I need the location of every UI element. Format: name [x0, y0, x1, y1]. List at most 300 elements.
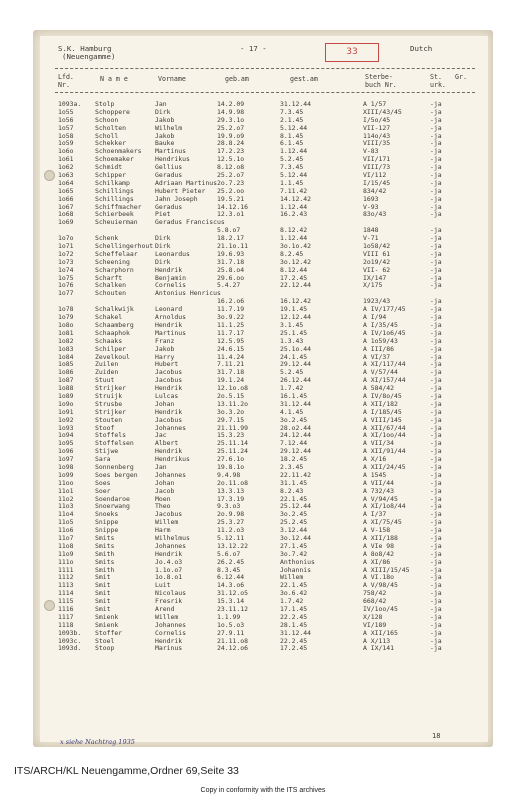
row-sterbebuch: I/5o/45	[363, 115, 391, 124]
row-geb: 19.1.24	[217, 376, 245, 385]
row-standesamt: -ja	[430, 620, 442, 629]
row-number: 1o73	[58, 257, 74, 266]
row-number: 1114	[58, 589, 74, 598]
table-row	[0, 117, 526, 125]
row-gest: 8.12.42	[280, 226, 308, 235]
row-standesamt: -ja	[430, 565, 442, 574]
row-vorname: Nicolaus	[155, 589, 187, 598]
row-name: Smit	[95, 597, 111, 606]
row-number: 11o1	[58, 486, 74, 495]
row-vorname: Johannes	[155, 423, 187, 432]
col-geb: geb.am	[225, 75, 249, 83]
archive-stamp: 33	[325, 43, 379, 62]
row-geb: 15.3.23	[217, 431, 245, 440]
table-row	[0, 196, 526, 204]
row-name: Scheffelaar	[95, 249, 138, 258]
row-number: 1o86	[58, 368, 74, 377]
archive-caption: ITS/ARCH/KL Neuengamme,Ordner 69,Seite 33	[14, 765, 239, 777]
table-row	[0, 298, 526, 306]
row-gest: 31.1.45	[280, 478, 308, 487]
row-vorname: Moen	[155, 494, 171, 503]
row-geb: 27.6.1o	[217, 455, 245, 464]
row-sterbebuch: A XI/157/44	[363, 376, 406, 385]
row-geb: 29.3.1o	[217, 115, 245, 124]
row-name: Strijker	[95, 407, 127, 416]
row-geb: 18.2.17	[217, 234, 245, 243]
row-standesamt: -ja	[430, 320, 442, 329]
row-geb: 2o.11.o8	[217, 478, 249, 487]
header-right: Dutch	[410, 44, 433, 53]
table-row	[0, 645, 526, 653]
row-name: Snippe	[95, 518, 119, 527]
row-number: 1o92	[58, 415, 74, 424]
col-urk: urk.	[430, 81, 446, 89]
table-row	[0, 251, 526, 259]
table-row	[0, 227, 526, 235]
row-number: 1o67	[58, 202, 74, 211]
row-gest: 3o.2.45	[280, 415, 308, 424]
table-row	[0, 511, 526, 519]
row-name: Smith	[95, 565, 115, 574]
row-geb: 27.9.11	[217, 628, 245, 637]
row-vorname: Jo.4.o3	[155, 557, 183, 566]
row-geb: 2o.5.15	[217, 391, 245, 400]
row-sterbebuch: A X/113	[363, 636, 391, 645]
row-number: 1o82	[58, 336, 74, 345]
row-geb: 11.4.24	[217, 352, 245, 361]
table-row	[0, 559, 526, 567]
row-sterbebuch: A IV/177/45	[363, 305, 406, 314]
row-name: Zevelkoul	[95, 352, 130, 361]
row-geb: 7.11.21	[217, 360, 245, 369]
row-gest: 17.2.45	[280, 273, 308, 282]
row-standesamt: -ja	[430, 455, 442, 464]
row-vorname: Johan	[155, 478, 175, 487]
row-gest: 12.12.44	[280, 313, 312, 322]
row-vorname: Jacobus	[155, 376, 183, 385]
row-gest: 7.12.44	[280, 439, 308, 448]
row-gest: 24.12.44	[280, 431, 312, 440]
row-standesamt: -ja	[430, 612, 442, 621]
table-row	[0, 243, 526, 251]
table-row	[0, 314, 526, 322]
row-standesamt: -ja	[430, 431, 442, 440]
col-gest: gest.am	[290, 75, 318, 83]
table-row	[0, 109, 526, 117]
row-gest: 2.1.45	[280, 115, 304, 124]
row-geb: 19.5.21	[217, 194, 245, 203]
row-sterbebuch: A 8o8/42	[363, 549, 395, 558]
table-row	[0, 322, 526, 330]
row-standesamt: -ja	[430, 178, 442, 187]
table-row	[0, 101, 526, 109]
row-number: 11o5	[58, 518, 74, 527]
row-number: 1o98	[58, 462, 74, 471]
row-geb: 19.8.1o	[217, 462, 245, 471]
row-geb: 5.4.27	[217, 281, 241, 290]
row-sterbebuch: 114o/43	[363, 131, 391, 140]
row-name: Smienk	[95, 620, 119, 629]
row-number: 11o6	[58, 526, 74, 535]
row-name: Sara	[95, 455, 111, 464]
row-number: 11o4	[58, 510, 74, 519]
row-gest: 28.1.45	[280, 620, 308, 629]
table-row	[0, 606, 526, 614]
row-vorname: Cornelis	[155, 281, 187, 290]
row-vorname: Hubert Pieter	[155, 186, 206, 195]
row-sterbebuch: XIII/43/45	[363, 107, 402, 116]
column-rule	[55, 92, 475, 93]
col-vorname: Vorname	[158, 75, 186, 83]
table-row	[0, 204, 526, 212]
row-geb: 23.11.12	[217, 605, 249, 613]
row-gest: 16.12.42	[280, 297, 312, 306]
table-row	[0, 440, 526, 448]
row-number: 111o	[58, 557, 74, 566]
handwritten-footnote: x siehe Nachtrag 1935	[60, 738, 135, 746]
row-number: 1o94	[58, 431, 74, 440]
row-standesamt: -ja	[430, 439, 442, 448]
row-geb: 14.9.98	[217, 107, 245, 116]
row-geb: 11.7.19	[217, 305, 245, 314]
row-name: Stouten	[95, 415, 123, 424]
row-sterbebuch: 1848	[363, 226, 379, 235]
row-vorname: Willem	[155, 518, 179, 527]
row-vorname: Dirk	[155, 234, 171, 243]
row-number: 1o55	[58, 107, 74, 116]
col-gr: Gr.	[455, 73, 467, 81]
row-name: Stoel	[95, 636, 115, 645]
row-sterbebuch: V-83	[363, 147, 379, 156]
row-standesamt: -ja	[430, 155, 442, 164]
row-gest: Johannis	[280, 565, 312, 574]
row-number: 1o75	[58, 273, 74, 282]
row-gest: 17.2.45	[280, 644, 308, 653]
row-gest: 1.3.43	[280, 336, 304, 345]
table-row	[0, 306, 526, 314]
row-vorname: Jahn Joseph	[155, 194, 198, 203]
row-standesamt: -ja	[430, 581, 442, 590]
row-geb: 12.1o.o8	[217, 384, 249, 393]
row-gest: 18.2.45	[280, 455, 308, 464]
col-nr: Lfd.	[58, 73, 74, 81]
row-sterbebuch: 1923/43	[363, 297, 391, 306]
row-gest: 4.1.45	[280, 407, 304, 416]
row-standesamt: -ja	[430, 486, 442, 495]
table-row	[0, 496, 526, 504]
row-standesamt: -ja	[430, 589, 442, 598]
row-number: 1116	[58, 605, 74, 613]
row-gest: 5.2.45	[280, 155, 304, 164]
row-name: Soer	[95, 486, 111, 495]
row-gest: 29.12.44	[280, 447, 312, 456]
row-gest: 5.12.44	[280, 171, 308, 180]
row-number: 1115	[58, 597, 74, 606]
table-row	[0, 235, 526, 243]
row-name: Scharphorn	[95, 265, 134, 274]
row-standesamt: -ja	[430, 210, 442, 219]
row-gest: 22.2.45	[280, 612, 308, 621]
row-name: Schalken	[95, 281, 127, 290]
table-row	[0, 527, 526, 535]
row-geb: 2o.9.98	[217, 510, 245, 519]
row-name: Sonnenberg	[95, 462, 134, 471]
row-standesamt: -ja	[430, 518, 442, 527]
row-sterbebuch: A XI/75/45	[363, 518, 402, 527]
row-vorname: Benjamin	[155, 273, 187, 282]
row-geb: 5.6.o7	[217, 549, 241, 558]
table-row	[0, 543, 526, 551]
table-row	[0, 211, 526, 219]
row-standesamt: -ja	[430, 273, 442, 282]
row-gest: Anthonius	[280, 557, 315, 566]
row-gest: 7.3.45	[280, 163, 304, 172]
row-gest: 16.1.45	[280, 391, 308, 400]
row-standesamt: -ja	[430, 163, 442, 172]
row-number: 1093a.	[58, 100, 82, 108]
row-sterbebuch: A VII/34	[363, 439, 395, 448]
row-name: Schilper	[95, 344, 127, 353]
row-gest: 16.2.43	[280, 210, 308, 219]
row-gest: 6.1.45	[280, 139, 304, 148]
row-gest: 22.1.45	[280, 581, 308, 590]
row-vorname: 1.1o.o7	[155, 565, 183, 574]
row-sterbebuch: A 1/57	[363, 100, 387, 108]
row-standesamt: -ja	[430, 526, 442, 535]
row-gest: 8.12.44	[280, 265, 308, 274]
row-standesamt: -ja	[430, 502, 442, 511]
row-sterbebuch: A 584/42	[363, 384, 395, 393]
row-gest: 29.12.44	[280, 360, 312, 369]
row-standesamt: -ja	[430, 549, 442, 558]
row-standesamt: -ja	[430, 557, 442, 566]
row-standesamt: -ja	[430, 541, 442, 550]
row-standesamt: -ja	[430, 257, 442, 266]
row-vorname: Jan	[155, 100, 167, 108]
row-geb: 12.5.95	[217, 336, 245, 345]
row-sterbebuch: A XII/24/45	[363, 462, 406, 471]
row-vorname: Hendrik	[155, 320, 183, 329]
row-gest: 7.3.45	[280, 107, 304, 116]
row-sterbebuch: A XI/86	[363, 557, 391, 566]
row-sterbebuch: A XI/1o8/44	[363, 502, 406, 511]
row-number: 1093c.	[58, 636, 82, 645]
row-number: 1093d.	[58, 644, 82, 653]
row-gest: 31.12.44	[280, 100, 312, 108]
row-number: 1o56	[58, 115, 74, 124]
row-geb: 25.11.14	[217, 439, 249, 448]
row-number: 1o69	[58, 218, 74, 227]
row-name: Smienk	[95, 612, 119, 621]
row-name: Schillings	[95, 186, 134, 195]
row-number: 1093b.	[58, 628, 82, 637]
table-row	[0, 172, 526, 180]
row-standesamt: -ja	[430, 139, 442, 148]
row-name: Stijwe	[95, 447, 119, 456]
row-standesamt: -ja	[430, 376, 442, 385]
row-standesamt: -ja	[430, 115, 442, 124]
row-name: Stoffer	[95, 628, 123, 637]
row-name: Soes bergen	[95, 470, 138, 479]
table-row	[0, 275, 526, 283]
row-gest: 8.1.45	[280, 131, 304, 140]
row-sterbebuch: A XI/117/44	[363, 360, 406, 369]
row-gest: 1.7.42	[280, 384, 304, 393]
table-row	[0, 377, 526, 385]
row-standesamt: -ja	[430, 597, 442, 606]
row-vorname: Jacobus	[155, 368, 183, 377]
row-geb: 24.12.o6	[217, 644, 249, 653]
row-sterbebuch: 758/42	[363, 589, 387, 598]
table-row	[0, 472, 526, 480]
row-sterbebuch: V-71	[363, 234, 379, 243]
row-gest: 3o.1o.42	[280, 242, 312, 251]
row-number: 1o81	[58, 328, 74, 337]
row-standesamt: -ja	[430, 226, 442, 235]
row-standesamt: -ja	[430, 510, 442, 519]
row-gest: 25.2.45	[280, 518, 308, 527]
row-standesamt: -ja	[430, 447, 442, 456]
row-standesamt: -ja	[430, 644, 442, 653]
row-gest: 3o.12.42	[280, 257, 312, 266]
row-vorname: Hendrik	[155, 384, 183, 393]
table-row	[0, 354, 526, 362]
row-geb: 21.11.99	[217, 423, 249, 432]
table-row	[0, 464, 526, 472]
row-vorname: Hendrik	[155, 407, 183, 416]
row-sterbebuch: 668/42	[363, 597, 387, 606]
row-name: Stoffelsen	[95, 439, 134, 448]
row-gest: 27.1.45	[280, 541, 308, 550]
row-geb: 16.2.o6	[217, 297, 245, 306]
row-sterbebuch: 83o/43	[363, 210, 387, 219]
row-standesamt: -ja	[430, 100, 442, 108]
row-geb: 21.1o.11	[217, 242, 249, 251]
row-name: Strijker	[95, 384, 127, 393]
row-standesamt: -ja	[430, 281, 442, 290]
row-name: Scheuierman	[95, 218, 138, 227]
row-standesamt: -ja	[430, 344, 442, 353]
row-standesamt: -ja	[430, 628, 442, 637]
table-row	[0, 401, 526, 409]
row-vorname: Martinus	[155, 147, 187, 156]
row-geb: 29.7.15	[217, 415, 245, 424]
row-vorname: Jacob	[155, 486, 175, 495]
table-row	[0, 417, 526, 425]
row-gest: 1.12.44	[280, 234, 308, 243]
row-sterbebuch: 2o19/42	[363, 257, 391, 266]
row-geb: 12.5.1o	[217, 155, 245, 164]
row-standesamt: -ja	[430, 297, 442, 306]
row-gest: Willem	[280, 573, 304, 582]
row-number: 1o65	[58, 186, 74, 195]
row-name: Schouten	[95, 289, 127, 298]
row-sterbebuch: A I/185/45	[363, 407, 402, 416]
row-sterbebuch: A IV/8o/45	[363, 391, 402, 400]
row-vorname: Jakob	[155, 344, 175, 353]
row-sterbebuch: V-93	[363, 202, 379, 211]
row-name: Schilkamp	[95, 178, 130, 187]
row-gest: 31.12.44	[280, 399, 312, 408]
row-standesamt: -ja	[430, 360, 442, 369]
row-vorname: Jakob	[155, 131, 175, 140]
row-geb: 5.8.o7	[217, 226, 241, 235]
row-number: 1o79	[58, 313, 74, 322]
row-geb: 17.2.23	[217, 147, 245, 156]
row-standesamt: -ja	[430, 573, 442, 582]
row-name: Schiffmacher	[95, 202, 142, 211]
row-gest: 1.12.44	[280, 202, 308, 211]
row-number: 1o83	[58, 344, 74, 353]
row-sterbebuch: X/175	[363, 281, 383, 290]
row-gest: 5.12.44	[280, 123, 308, 132]
row-sterbebuch: X/128	[363, 612, 383, 621]
row-number: 1o87	[58, 376, 74, 385]
row-vorname: Harry	[155, 352, 175, 361]
row-geb: 25.8.o4	[217, 265, 245, 274]
table-row	[0, 140, 526, 148]
row-number: 1o85	[58, 360, 74, 369]
row-standesamt: -ja	[430, 265, 442, 274]
row-vorname: Martinus	[155, 328, 187, 337]
row-gest: 3o.6.42	[280, 589, 308, 598]
row-vorname: Dirk	[155, 257, 171, 266]
table-row	[0, 409, 526, 417]
row-vorname: Jan	[155, 462, 167, 471]
row-name: Schierbeek	[95, 210, 134, 219]
row-number: 1117	[58, 612, 74, 621]
row-vorname: Jac	[155, 431, 167, 440]
row-number: 1o93	[58, 423, 74, 432]
row-vorname: Antonius Henricus	[155, 289, 221, 298]
row-standesamt: -ja	[430, 336, 442, 345]
row-sterbebuch: 1o58/42	[363, 242, 391, 251]
row-gest: 1.1.45	[280, 178, 304, 187]
row-sterbebuch: A VI/37	[363, 352, 391, 361]
row-vorname: Hendrik	[155, 447, 183, 456]
row-gest: 24.1.45	[280, 352, 308, 361]
row-sterbebuch: VIII 61	[363, 249, 391, 258]
row-vorname: Hendrik	[155, 636, 183, 645]
row-standesamt: -ja	[430, 305, 442, 314]
row-geb: 13.11.2o	[217, 399, 249, 408]
table-row	[0, 164, 526, 172]
row-number: 1o97	[58, 455, 74, 464]
row-standesamt: -ja	[430, 407, 442, 416]
table-row	[0, 535, 526, 543]
col-sterbebuch-sub: buch Nr.	[365, 81, 397, 89]
row-number: 1o71	[58, 242, 74, 251]
row-geb: 9.4.98	[217, 470, 241, 479]
row-vorname: Geradus	[155, 202, 183, 211]
row-gest: 3o.12.44	[280, 533, 312, 542]
row-name: Soendaroe	[95, 494, 130, 503]
row-gest: 7.11.42	[280, 186, 308, 195]
row-geb: 25.2.oo	[217, 186, 245, 195]
row-number: 1o61	[58, 155, 74, 164]
row-standesamt: -ja	[430, 478, 442, 487]
row-vorname: Jacobus	[155, 415, 183, 424]
row-standesamt: -ja	[430, 494, 442, 503]
row-standesamt: -ja	[430, 171, 442, 180]
row-standesamt: -ja	[430, 533, 442, 542]
row-name: Snoeks	[95, 510, 119, 519]
row-standesamt: -ja	[430, 131, 442, 140]
row-sterbebuch: VIII/35	[363, 139, 391, 148]
row-name: Smits	[95, 533, 115, 542]
row-gest: 26.12.44	[280, 376, 312, 385]
row-vorname: Dirk	[155, 107, 171, 116]
